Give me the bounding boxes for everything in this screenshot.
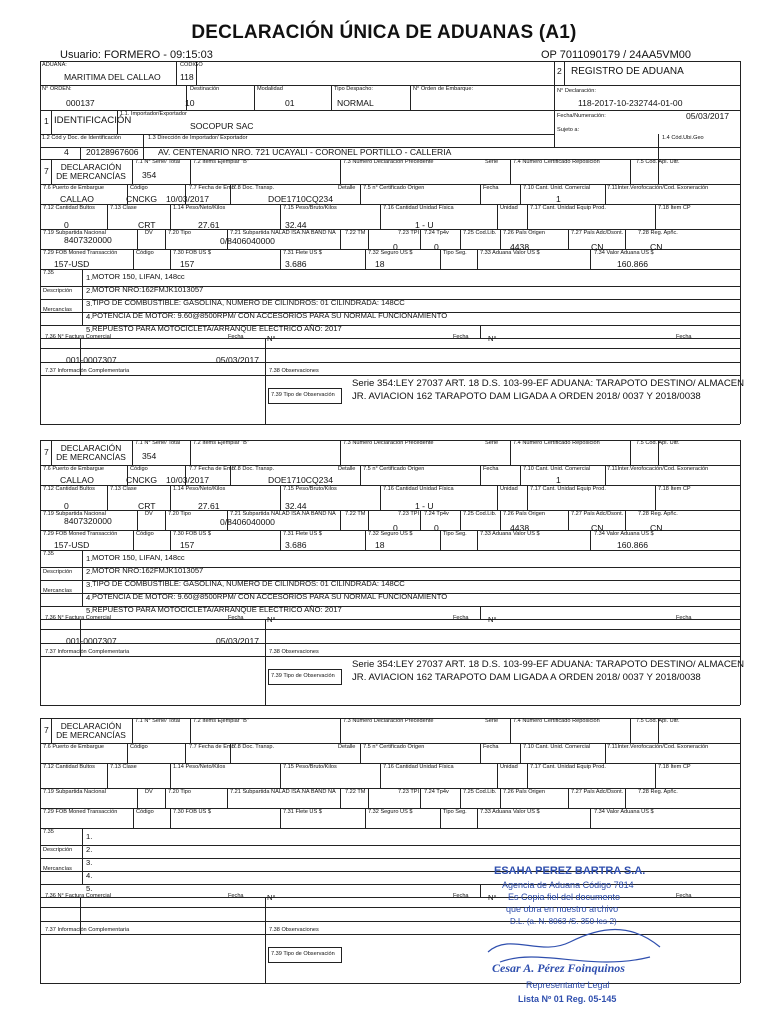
stamp-line-7: Lista Nº 01 Reg. 05-145 — [518, 994, 617, 1004]
flete-label: 7.31 Flete US $ — [283, 531, 322, 537]
desc-line-1: MOTOR 150, LIFAN, 148cc — [92, 553, 185, 562]
certificado-origen-label: 7.5 n° Certificado Origen — [363, 185, 425, 191]
stamp-graphic — [480, 862, 680, 1022]
cod-lib-value: 4438 — [510, 242, 530, 252]
modalidad-value: 01 — [285, 98, 295, 108]
bultos-value: 0 — [64, 501, 69, 511]
factura-fecha-label: Fecha — [228, 615, 244, 621]
bultos-value: 0 — [64, 220, 69, 230]
subpartida-nacional-label: 7.19 Subpartida Nacional — [43, 511, 106, 517]
tpi-value: 0 — [393, 242, 398, 252]
factura-nro-label: N° — [267, 893, 276, 902]
fecha-numeracion-label: Fecha/Numeración: — [557, 113, 606, 119]
page-title: DECLARACIÓN ÚNICA DE ADUANAS (A1) — [191, 22, 577, 43]
desc-line-2-number: 2. — [86, 567, 93, 576]
pais-origen-label: 7.26 País Origen — [503, 230, 545, 236]
tipo-seguro-label: Tipo Seg. — [443, 809, 467, 815]
pais-adq-value: CN — [650, 523, 663, 533]
identificacion-title: IDENTIFICACIÓN — [54, 115, 132, 126]
fecha-emb-value: 10/03/2017 — [166, 475, 210, 485]
pais-origen-value: CN — [591, 523, 604, 533]
aduana-value: MARITIMA DEL CALLAO — [64, 72, 161, 82]
doc-transp-label: 7.8 Doc. Transp. — [233, 744, 275, 750]
dv-label: DV — [145, 511, 153, 517]
codigo-label: Código — [130, 744, 148, 750]
factura-fecha-label: Fecha — [228, 334, 244, 340]
aduana-valor-label: 7.33 Aduana Valor US $ — [480, 531, 540, 537]
user-timestamp: Usuario: FORMERO - 09:15:03 — [60, 49, 213, 61]
desc-line-2-number: 2. — [86, 286, 93, 295]
clase-value: CRT — [138, 501, 156, 511]
factura-fecha-3-label: Fecha — [676, 893, 692, 899]
aduana-valor-label: 7.33 Aduana Valor US $ — [480, 250, 540, 256]
doc-transp-label: 7.8 Doc. Transp. — [233, 466, 275, 472]
serie-label: Serie — [485, 440, 499, 446]
fob-value: 157 — [180, 540, 195, 550]
valor-aduana-value: 160.866 — [617, 540, 649, 550]
flete-label: 7.31 Flete US $ — [283, 250, 322, 256]
tp4v-value: 0 — [434, 523, 439, 533]
serie-total-value: 354 — [142, 451, 157, 461]
registro-title: REGISTRO DE ADUANA — [571, 66, 684, 77]
mercancias-label: Mercancías — [43, 866, 72, 872]
factura-fecha-value: 05/03/2017 — [216, 355, 260, 365]
fecha-emb-label: 7.7 Fecha de Emb. — [189, 466, 237, 472]
signature-scribble — [488, 930, 660, 963]
agency-stamp — [480, 862, 680, 1022]
pais-origen-value: CN — [591, 242, 604, 252]
desc-line-1-number: 1. — [86, 832, 93, 841]
factura-value: 001-0007307 — [66, 355, 117, 365]
flete-value: 3.686 — [285, 259, 307, 269]
cod-lib-label: 7.25 Cod.Lib. — [463, 230, 497, 236]
tm-label: 7.22 TM — [345, 511, 366, 517]
registro-number: 2 — [557, 66, 562, 76]
section-title: DECLARACIÓN DE MERCANCÍAS — [56, 443, 126, 462]
cod-lib-label: 7.25 Cod.Lib. — [463, 511, 497, 517]
serie-label: Serie — [485, 159, 499, 165]
certificado-reposicion-label: 7.4 Número Certificado Reposición — [513, 718, 600, 724]
subpartida-value: 8407320000 — [64, 516, 112, 526]
detalle-label: Detalle — [338, 744, 356, 750]
pais-adq-value: CN — [650, 242, 663, 252]
observaciones-line-2: JR. AVIACION 162 TARAPOTO DAM LIGADA A ORDEN 2018/ 0037 Y 2018/0038 — [352, 672, 701, 683]
tm-label: 7.22 TM — [345, 789, 366, 795]
section-number: 7 — [44, 725, 49, 735]
stamp-line-2: Agencia de Aduana Código 7814 — [502, 880, 634, 890]
serie-total-label: 7.1 N° Serie/ Total — [135, 159, 181, 165]
section-number: 7 — [44, 166, 49, 176]
subpartida-nacional-label: 7.19 Subpartida Nacional — [43, 789, 106, 795]
pais-adq-label: 7.27 País Adc/Dsont. — [571, 511, 624, 517]
puerto-value: CALLAO — [60, 194, 94, 204]
fob-us-label: 7.30 FOB US $ — [173, 531, 211, 537]
nalad-value: 0/8406040000 — [220, 236, 275, 246]
desc-line-2-number: 2. — [86, 845, 93, 854]
fecha-label: Fecha — [483, 744, 499, 750]
cod-lib-label: 7.25 Cod.Lib. — [463, 789, 497, 795]
peso-neto-label: 1.14 Peso/Neto/Kilos — [173, 205, 226, 211]
clase-label: 7.13 Clase — [110, 764, 137, 770]
modalidad-label: Modalidad — [257, 86, 283, 92]
valor-aduana-label: 7.34 Valor Aduana US $ — [594, 809, 654, 815]
descripcion-section-label: 7.35 — [43, 270, 54, 276]
tipo-observacion-label: 7.39 Tipo de Observación — [271, 951, 335, 957]
factura-fecha-3-label: Fecha — [676, 334, 692, 340]
factura-fecha-value: 05/03/2017 — [216, 636, 260, 646]
declaracion-precedente-label: 7.3 Número Declaración Precedente — [343, 440, 434, 446]
certificado-reposicion-label: 7.4 Número Certificado Reposición — [513, 440, 600, 446]
declaracion-value: 118-2017-10-232744-01-00 — [578, 98, 683, 108]
certificado-reposicion-label: 7.4 Número Certificado Reposición — [513, 159, 600, 165]
cant-unidad-equip-label: 7.17 Cant. Unidad Equip Prod. — [530, 486, 606, 492]
stamp-line-6: Representante Legal — [526, 980, 610, 990]
puerto-codigo-value: CNCKG — [126, 475, 158, 485]
seguro-label: 7.32 Seguro US $ — [368, 809, 413, 815]
codigo-label: Código — [130, 185, 148, 191]
desc-line-1-number: 1. — [86, 273, 93, 282]
factura-nro-label: N° — [267, 615, 276, 624]
factura-fecha-3-label: Fecha — [676, 615, 692, 621]
cant-fisica-value: 1 - U — [415, 220, 434, 230]
observaciones-line-2: JR. AVIACION 162 TARAPOTO DAM LIGADA A ORDEN 2018/ 0037 Y 2018/0038 — [352, 391, 701, 402]
tpi-label: 7.23 TPI — [398, 230, 420, 236]
importador-value: SOCOPUR SAC — [190, 121, 254, 131]
unidad-label: Unidad — [500, 486, 518, 492]
pais-origen-label: 7.26 País Origen — [503, 511, 545, 517]
tm-label: 7.22 TM — [345, 230, 366, 236]
desc-line-4-number: 4. — [86, 593, 93, 602]
mercancias-label: Mercancías — [43, 307, 72, 313]
tp4v-label: 7.24 Tp4v — [424, 789, 449, 795]
desc-line-3: TIPO DE COMBUSTIBLE: GASOLINA, NUMERO DE CILINDROS: 01 CILINDRADA: 148CC — [92, 579, 405, 588]
cod-apl-ultr-label: 7.5 Cod. Apl. Ultr. — [636, 159, 680, 165]
clase-value: CRT — [138, 220, 156, 230]
item-cp-label: 7.18 Item CP — [658, 486, 691, 492]
fecha-label: Fecha — [483, 466, 499, 472]
info-complementaria-label: 7.37 Información Complementaria — [45, 368, 130, 374]
pais-adq-label: 7.27 País Adc/Dsont. — [571, 230, 624, 236]
fecha-numeracion-value: 05/03/2017 — [686, 111, 730, 121]
desc-line-4-number: 4. — [86, 871, 93, 880]
tp4v-label: 7.24 Tp4v — [424, 230, 449, 236]
declaracion-precedente-label: 7.3 Número Declaración Precedente — [343, 718, 434, 724]
peso-bruto-value: 32.44 — [285, 220, 307, 230]
stamp-line-4: que obra en nuestro archivo — [506, 904, 619, 914]
desc-line-3-number: 3. — [86, 858, 93, 867]
stamp-line-1: ESAHA PEREZ BARTRA S.A. — [494, 865, 646, 877]
unidad-label: Unidad — [500, 764, 518, 770]
reg-apl-label: 7.28 Reg. Apñc. — [638, 230, 678, 236]
tpi-label: 7.23 TPI — [398, 789, 420, 795]
tp4v-label: 7.24 Tp4v — [424, 511, 449, 517]
serie-label: Serie — [485, 718, 499, 724]
dv-label: DV — [145, 230, 153, 236]
observaciones-line-1: Serie 354:LEY 27037 ART. 18 D.S. 103-99-EF ADUANA: TARAPOTO DESTINO/ ALMACEN — [352, 659, 745, 670]
tipo-despacho-value: NORMAL — [337, 98, 374, 108]
moneda-value: 157-USD — [54, 259, 90, 269]
peso-bruto-label: 7.15 Peso/Bruto/Kilos — [283, 205, 337, 211]
factura-fecha-2-label: Fecha — [453, 334, 469, 340]
peso-bruto-label: 7.15 Peso/Bruto/Kilos — [283, 486, 337, 492]
fecha-emb-value: 10/03/2017 — [166, 194, 210, 204]
aduana-code: 118 — [180, 72, 194, 82]
desc-line-5: REPUESTO PARA MOTOCICLETA/ARRANQUE ELECTRICO AÑO: 2017 — [92, 605, 342, 614]
fob-us-label: 7.30 FOB US $ — [173, 250, 211, 256]
declaracion-precedente-label: 7.3 Número Declaración Precedente — [343, 159, 434, 165]
ubigeo-label: 1.4 Cód.Ubi.Geo — [662, 135, 704, 141]
reg-apl-label: 7.28 Reg. Apñc. — [638, 789, 678, 795]
subpartida-value: 8407320000 — [64, 235, 112, 245]
cod-apl-ultr-label: 7.5 Cod. Apl. Ultr. — [636, 440, 680, 446]
tpi-label: 7.23 TPI — [398, 511, 420, 517]
descripcion-label: Descripción — [43, 288, 73, 294]
tipo-label: 7.20 Tipo — [168, 511, 192, 517]
desc-line-5-number: 5. — [86, 325, 93, 334]
orden-embarque-label: N° Orden de Embarque: — [413, 86, 474, 92]
nalad-value: 0/8406040000 — [220, 517, 275, 527]
subpartida-nalad-label: 7.21 Subpartida NALAD ISA.NA BAND NA — [230, 511, 336, 517]
cant-unid-comercial-value: 1 — [556, 475, 561, 485]
subpartida-nalad-label: 7.21 Subpartida NALAD ISA.NA BAND NA — [230, 789, 336, 795]
fecha-label: Fecha — [483, 185, 499, 191]
descripcion-section-label: 7.35 — [43, 829, 54, 835]
identificacion-number: 1 — [44, 116, 49, 126]
desc-line-3-number: 3. — [86, 299, 93, 308]
exoneracion-label: 7.11Inter.Verofocación/Cod. Exoneración — [607, 466, 709, 472]
tipo-despacho-label: Tipo Despacho: — [334, 86, 373, 92]
tipo-seguro-label: Tipo Seg. — [443, 250, 467, 256]
observaciones-label: 7.38 Observaciones — [269, 927, 319, 933]
signatory-name: Cesar A. Pérez Foinquinos — [492, 961, 625, 975]
desc-line-4: POTENCIA DE MOTOR: 9.60@8500RPM/ CON ACCESORIOS PARA SU NORMAL FUNCIONAMIENTO — [92, 592, 448, 601]
seguro-value: 18 — [375, 540, 385, 550]
desc-line-1: MOTOR 150, LIFAN, 148cc — [92, 272, 185, 281]
exoneracion-label: 7.11Inter.Verofocación/Cod. Exoneración — [607, 744, 709, 750]
moneda-value: 157-USD — [54, 540, 90, 550]
cantidad-unidad-fisica-label: 7.16 Cantidad Unidad Física — [383, 486, 454, 492]
fecha-emb-label: 7.7 Fecha de Emb. — [189, 744, 237, 750]
certificado-origen-label: 7.5 n° Certificado Origen — [363, 744, 425, 750]
section-title: DECLARACIÓN DE MERCANCÍAS — [56, 162, 126, 181]
exoneracion-label: 7.11Inter.Verofocación/Cod. Exoneración — [607, 185, 709, 191]
cant-unid-comercial-value: 1 — [556, 194, 561, 204]
puerto-codigo-value: CNCKG — [126, 194, 158, 204]
cant-unid-comercial-label: 7.10 Cant. Unid. Comercial — [523, 744, 591, 750]
section-number: 7 — [44, 447, 49, 457]
destinacion-value: 10 — [185, 98, 195, 108]
desc-line-5-number: 5. — [86, 884, 93, 893]
subpartida-nacional-label: 7.19 Subpartida Nacional — [43, 230, 106, 236]
descripcion-label: Descripción — [43, 847, 73, 853]
factura-label: 7.36 N° Factura Comercial — [45, 893, 111, 899]
serie-total-value: 354 — [142, 170, 157, 180]
valor-aduana-value: 160.866 — [617, 259, 649, 269]
tpi-value: 0 — [393, 523, 398, 533]
fob-value: 157 — [180, 259, 195, 269]
desc-line-2: MOTOR NRO:162FMJK1013057 — [92, 566, 204, 575]
aduana-label: ADUANA: — [42, 62, 67, 68]
factura-fecha-2-label: Fecha — [453, 893, 469, 899]
declaracion-label: N° Declaración: — [557, 88, 596, 94]
clase-label: 7.13 Clase — [110, 205, 137, 211]
fob-moneda-label: 7.29 FOB Moned Transacción — [43, 250, 118, 256]
flete-label: 7.31 Flete US $ — [283, 809, 322, 815]
seguro-label: 7.32 Seguro US $ — [368, 250, 413, 256]
seguro-value: 18 — [375, 259, 385, 269]
cantidad-bultos-label: 7.12 Cantidad Bultos — [43, 764, 95, 770]
stamp-line-3: Es Copia fiel del documento — [508, 892, 621, 902]
factura-label: 7.36 N° Factura Comercial — [45, 334, 111, 340]
peso-neto-label: 1.14 Peso/Neto/Kilos — [173, 486, 226, 492]
fob-codigo-label: Código — [136, 250, 154, 256]
seguro-label: 7.32 Seguro US $ — [368, 531, 413, 537]
cant-unidad-equip-label: 7.17 Cant. Unidad Equip Prod. — [530, 764, 606, 770]
tp4v-value: 0 — [434, 242, 439, 252]
mercancias-label: Mercancías — [43, 588, 72, 594]
serie-total-label: 7.1 N° Serie/ Total — [135, 440, 181, 446]
peso-bruto-value: 32.44 — [285, 501, 307, 511]
items-ejemplar-label: 7.2 Items Ejemplar "B" — [193, 159, 249, 165]
doc-transp-value: DOE1710CQ234 — [268, 194, 333, 204]
factura-fecha-label: Fecha — [228, 893, 244, 899]
factura-nro-2-label: N° — [488, 334, 497, 343]
cant-fisica-value: 1 - U — [415, 501, 434, 511]
cant-unid-comercial-label: 7.10 Cant. Unid. Comercial — [523, 466, 591, 472]
desc-line-3: TIPO DE COMBUSTIBLE: GASOLINA, NUMERO DE CILINDROS: 01 CILINDRADA: 148CC — [92, 298, 405, 307]
factura-nro-2-label: N° — [488, 893, 497, 902]
subpartida-nalad-label: 7.21 Subpartida NALAD ISA.NA BAND NA — [230, 230, 336, 236]
puerto-embarque-label: 7.6 Puerto de Embargue — [43, 466, 104, 472]
tipo-observacion-label: 7.39 Tipo de Observación — [271, 392, 335, 398]
descripcion-label: Descripción — [43, 569, 73, 575]
reg-apl-label: 7.28 Reg. Apñc. — [638, 511, 678, 517]
tipo-label: 7.20 Tipo — [168, 789, 192, 795]
factura-nro-2-label: N° — [488, 615, 497, 624]
fob-us-label: 7.30 FOB US $ — [173, 809, 211, 815]
peso-neto-label: 1.14 Peso/Neto/Kilos — [173, 764, 226, 770]
doc-identificacion-label: 1.2 Cód y Doc. de Identificación — [42, 135, 121, 141]
orden-value: 000137 — [66, 98, 95, 108]
cantidad-unidad-fisica-label: 7.16 Cantidad Unidad Física — [383, 764, 454, 770]
certificado-origen-label: 7.5 n° Certificado Origen — [363, 466, 425, 472]
cod-lib-value: 4438 — [510, 523, 530, 533]
serie-total-label: 7.1 N° Serie/ Total — [135, 718, 181, 724]
puerto-embarque-label: 7.6 Puerto de Embargue — [43, 744, 104, 750]
pais-adq-label: 7.27 País Adc/Dsont. — [571, 789, 624, 795]
doc-transp-value: DOE1710CQ234 — [268, 475, 333, 485]
section-title: DECLARACIÓN DE MERCANCÍAS — [56, 721, 126, 740]
cantidad-bultos-label: 7.12 Cantidad Bultos — [43, 486, 95, 492]
peso-bruto-label: 7.15 Peso/Bruto/Kilos — [283, 764, 337, 770]
factura-nro-label: N° — [267, 334, 276, 343]
doc-numero-value: 20128967606 — [86, 147, 139, 157]
items-ejemplar-label: 7.2 Items Ejemplar "B" — [193, 440, 249, 446]
stamp-line-5: D.L. (a. N. 8063 /S. 350-les-2) — [510, 917, 617, 926]
codigo-label: Código — [130, 466, 148, 472]
factura-value: 001-0007307 — [66, 636, 117, 646]
unidad-label: Unidad — [500, 205, 518, 211]
valor-aduana-label: 7.34 Valor Aduana US $ — [594, 250, 654, 256]
detalle-label: Detalle — [338, 185, 356, 191]
cant-unidad-equip-label: 7.17 Cant. Unidad Equip Prod. — [530, 205, 606, 211]
fob-moneda-label: 7.29 FOB Moned Transacción — [43, 531, 118, 537]
observaciones-line-1: Serie 354:LEY 27037 ART. 18 D.S. 103-99-EF ADUANA: TARAPOTO DESTINO/ ALMACEN — [352, 378, 745, 389]
info-complementaria-label: 7.37 Información Complementaria — [45, 927, 130, 933]
clase-label: 7.13 Clase — [110, 486, 137, 492]
dv-label: DV — [145, 789, 153, 795]
cantidad-unidad-fisica-label: 7.16 Cantidad Unidad Física — [383, 205, 454, 211]
observaciones-label: 7.38 Observaciones — [269, 649, 319, 655]
orden-label: N° ORDEN: — [42, 86, 72, 92]
info-complementaria-label: 7.37 Información Complementaria — [45, 649, 130, 655]
cantidad-bultos-label: 7.12 Cantidad Bultos — [43, 205, 95, 211]
cant-unid-comercial-label: 7.10 Cant. Unid. Comercial — [523, 185, 591, 191]
direccion-value: AV. CENTENARIO NRO. 721 UCAYALI - CORONEL PORTILLO - CALLERIA — [158, 147, 452, 157]
sujeto-label: Sujeto a: — [557, 127, 580, 133]
factura-fecha-2-label: Fecha — [453, 615, 469, 621]
item-cp-label: 7.18 Item CP — [658, 205, 691, 211]
tipo-seguro-label: Tipo Seg. — [443, 531, 467, 537]
fob-moneda-label: 7.29 FOB Moned Transacción — [43, 809, 118, 815]
desc-line-1-number: 1. — [86, 554, 93, 563]
observaciones-label: 7.38 Observaciones — [269, 368, 319, 374]
doc-transp-label: 7.8 Doc. Transp. — [233, 185, 275, 191]
desc-line-4-number: 4. — [86, 312, 93, 321]
operation-number: OP 7011090179 / 24AA5VM00 — [541, 49, 692, 61]
desc-line-5-number: 5. — [86, 606, 93, 615]
item-cp-label: 7.18 Item CP — [658, 764, 691, 770]
importador-label: 1.1. Importador/Exportador — [120, 111, 187, 117]
pais-origen-label: 7.26 País Origen — [503, 789, 545, 795]
tipo-label: 7.20 Tipo — [168, 230, 192, 236]
items-ejemplar-label: 7.2 Items Ejemplar "B" — [193, 718, 249, 724]
peso-neto-value: 27.61 — [198, 501, 220, 511]
peso-neto-value: 27.61 — [198, 220, 220, 230]
aduana-valor-label: 7.33 Aduana Valor US $ — [480, 809, 540, 815]
flete-value: 3.686 — [285, 540, 307, 550]
puerto-value: CALLAO — [60, 475, 94, 485]
fob-codigo-label: Código — [136, 809, 154, 815]
destinacion-label: Destinación — [190, 86, 220, 92]
factura-label: 7.36 N° Factura Comercial — [45, 615, 111, 621]
desc-line-3-number: 3. — [86, 580, 93, 589]
fecha-emb-label: 7.7 Fecha de Emb. — [189, 185, 237, 191]
desc-line-2: MOTOR NRO:162FMJK1013057 — [92, 285, 204, 294]
fob-codigo-label: Código — [136, 531, 154, 537]
cod-apl-ultr-label: 7.5 Cod. Apl. Ultr. — [636, 718, 680, 724]
doc-tipo-value: 4 — [64, 147, 69, 157]
detalle-label: Detalle — [338, 466, 356, 472]
direccion-label: 1.3 Dirección de Importador/ Exportador — [148, 135, 248, 141]
desc-line-4: POTENCIA DE MOTOR: 9.60@8500RPM/ CON ACCESORIOS PARA SU NORMAL FUNCIONAMIENTO — [92, 311, 448, 320]
valor-aduana-label: 7.34 Valor Aduana US $ — [594, 531, 654, 537]
tipo-observacion-label: 7.39 Tipo de Observación — [271, 673, 335, 679]
puerto-embarque-label: 7.6 Puerto de Embargue — [43, 185, 104, 191]
descripcion-section-label: 7.35 — [43, 551, 54, 557]
desc-line-5: REPUESTO PARA MOTOCICLETA/ARRANQUE ELECTRICO AÑO: 2017 — [92, 324, 342, 333]
codigo-label: CODIGO — [180, 62, 203, 68]
